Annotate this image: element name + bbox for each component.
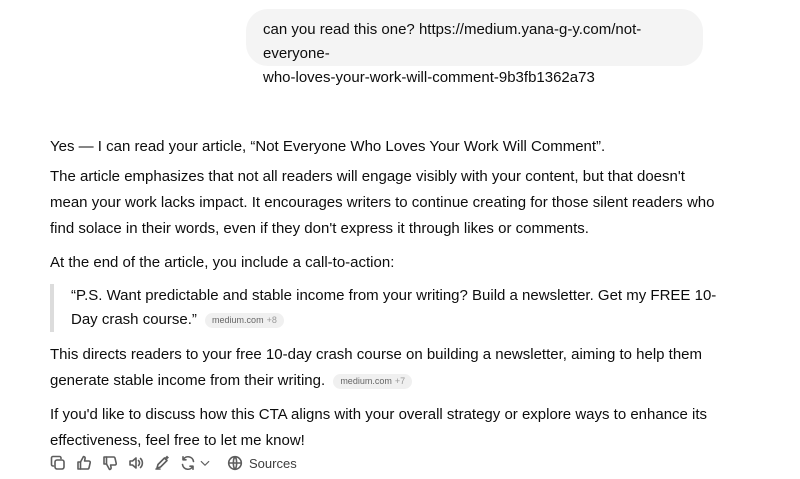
copy-icon [50, 455, 66, 471]
assistant-message [50, 134, 720, 462]
assistant-paragraph-2: The article emphasizes that not all readers will engage visibly with your content, but that doesn't mean your work lacks impact. It encourages writers to continue creating for those silent readers who find solace in their words, even if they don't express it through likes or comments. [50, 168, 715, 237]
sources-label: Sources [249, 455, 297, 471]
thumbs-down-icon [102, 455, 118, 471]
chevron-down-icon [199, 457, 211, 469]
sources-button[interactable] [227, 455, 297, 471]
source-chip-name: medium.com [340, 376, 392, 386]
copy-button[interactable] [48, 453, 68, 473]
source-chip-count: +8 [266, 315, 277, 325]
message-action-bar [48, 453, 297, 473]
source-chip-count: +7 [394, 376, 406, 386]
source-chip-paragraph-4[interactable] [333, 374, 412, 389]
assistant-paragraph-5: If you'd like to discuss how this CTA aligns with your overall strategy or explore ways to enhance its effectiveness, feel free to let me know! [50, 406, 708, 449]
source-chip-quote[interactable] [205, 313, 284, 328]
thumbs-up-icon [76, 455, 92, 471]
source-chip-name: medium.com [212, 315, 264, 325]
user-message-line-2: who-loves-your-work-will-comment-9b3fb1362a73 [263, 69, 595, 86]
assistant-paragraph-1: Yes — I can read your article, “Not Everyone Who Loves Your Work Will Comment”. [50, 138, 606, 155]
regenerate-button[interactable] [178, 453, 211, 473]
quote-text: “P.S. Want predictable and stable income from your writing? Build a newsletter. Get my FREE 10-Day crash course.” [71, 287, 717, 328]
user-message-line-1: can you read this one? https://medium.yana-g-y.com/not-everyone- [263, 21, 642, 62]
speaker-icon [128, 455, 144, 471]
paragraph-4-text: This directs readers to your free 10-day crash course on building a newsletter, aiming to help them generate stable income from their writing. [50, 346, 703, 389]
globe-icon [227, 455, 243, 471]
read-aloud-button[interactable] [126, 453, 146, 473]
regenerate-icon-wrap [178, 453, 198, 473]
assistant-paragraph-3: At the end of the article, you include a call-to-action: [50, 254, 395, 271]
bad-response-button[interactable] [100, 453, 120, 473]
user-message-bubble [246, 9, 703, 86]
regenerate-icon [180, 455, 196, 471]
good-response-button[interactable] [74, 453, 94, 473]
edit-icon [154, 455, 170, 471]
blockquote [50, 284, 720, 332]
edit-button[interactable] [152, 453, 172, 473]
assistant-paragraph-4 [50, 342, 720, 394]
